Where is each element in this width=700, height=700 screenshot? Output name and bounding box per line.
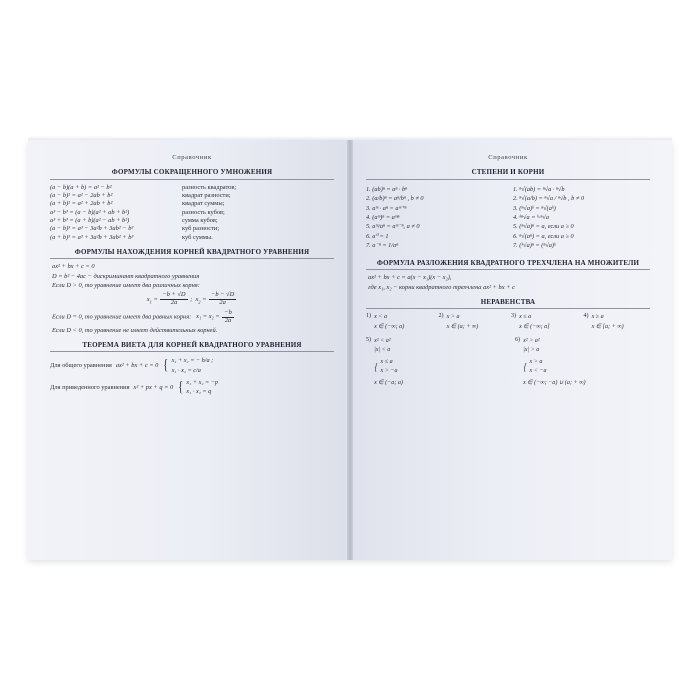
section-title-powers-roots: СТЕПЕНИ И КОРНИ — [366, 168, 650, 180]
trinomial-note: где x₁, x₂ − корни квадратного трехчлена ax² + bx + c — [368, 283, 515, 291]
list-item — [366, 205, 503, 212]
formula: a³ + b³ = (a + b)(a² − ab + b²) — [50, 217, 130, 225]
item-body — [519, 313, 550, 332]
root-formula: 5. (ⁿ√a)ⁿ = a, если a ≥ 0 — [513, 223, 574, 231]
list-item — [513, 195, 650, 202]
formula-row — [50, 209, 334, 216]
root-x1-numerator: −b + √D — [162, 291, 186, 299]
system-line: x > −a — [380, 368, 398, 375]
vieta-reduced-equation: x² + px + q = 0 — [133, 383, 174, 391]
power-formula: 7. a⁻ⁿ = 1/aⁿ — [366, 242, 399, 250]
inequality-solution: x ∈ (−a; a) — [374, 379, 403, 386]
vieta-general-label: Для общего уравнения — [50, 362, 112, 370]
section-title-multiplication: ФОРМУЛЫ СОКРАЩЕННОГО УМНОЖЕНИЯ — [50, 168, 334, 180]
powers-column — [366, 184, 503, 252]
list-item — [366, 233, 503, 240]
power-formula: 1. (ab)ⁿ = aⁿ · bⁿ — [366, 185, 408, 193]
inequality-item — [366, 337, 501, 388]
formula-row — [50, 192, 334, 199]
inequality-solution: x ∈ [a; + ∞) — [591, 323, 624, 330]
formula-note: квадрат разности; — [182, 191, 231, 199]
vieta-reduced-system-line: x₁ + x₂ = −p — [186, 378, 219, 386]
vieta-general-system-line: x₁ + x₂ = − b/a ; — [171, 357, 214, 365]
inequality-solution: x ∈ (a; + ∞) — [446, 323, 479, 330]
formula: (a + b)³ = a³ + 3a²b + 3ab² + b³ — [50, 233, 134, 241]
root-x1-denominator: 2a — [160, 299, 187, 307]
formula-row — [50, 184, 334, 191]
item-body — [592, 313, 624, 332]
left-curly-brace: { — [178, 378, 184, 395]
inequality-expression: x < a — [374, 314, 387, 321]
vieta-general-system-line: x₁ · x₂ = c/a — [171, 366, 201, 374]
roots-equal-label: x₁ = x₂ = — [196, 313, 220, 321]
left-curly-brace: { — [374, 360, 378, 373]
inequality-expression: x² > a² — [523, 338, 540, 344]
formula: (a − b)² = a² − 2ab + b² — [50, 191, 113, 199]
root-formula: 2. ⁿ√(a/b) = ⁿ√a / ⁿ√b , b ≠ 0 — [513, 195, 585, 203]
item-number: 4) — [583, 313, 589, 320]
inequality-abs-form: |x| < a — [374, 347, 391, 354]
booklet-spine — [347, 140, 353, 560]
inequality-expression: x² < a² — [374, 338, 391, 344]
formula-row — [50, 200, 334, 207]
power-formula: 4. (aᵐ)ⁿ = aᵐⁿ — [366, 214, 400, 222]
list-item — [366, 214, 503, 221]
inequality-solution: x ∈ (−∞; a) — [374, 323, 405, 330]
root-formula: 6. ⁿ√(aⁿ) = a, если a ≥ 0 — [513, 232, 574, 240]
inequality-expression: x ≤ a — [519, 314, 532, 321]
list-item — [513, 223, 650, 230]
inequalities-row-2 — [366, 337, 650, 388]
item-number: 6) — [515, 337, 521, 343]
system-line: x < −a — [529, 368, 547, 375]
power-formula: 3. aᵐ · aⁿ = aᵐ⁺ⁿ — [366, 204, 407, 212]
section-title-quadratic-roots: ФОРМУЛЫ НАХОЖДЕНИЯ КОРНЕЙ КВАДРАТНОГО УРАВНЕНИЯ — [50, 248, 334, 260]
inequality-item — [515, 337, 650, 388]
power-formula: 2. (a/b)ⁿ = aⁿ/bⁿ , b ≠ 0 — [366, 195, 424, 203]
power-formula: 5. aᵐ/aⁿ = aᵐ⁻ⁿ, a ≠ 0 — [366, 223, 420, 231]
case-zero-d-text: Если D = 0, то уравнение имеет два равных корня: — [52, 313, 192, 321]
list-item — [513, 242, 650, 249]
item-body — [374, 337, 403, 388]
formula-note: квадрат суммы; — [182, 200, 225, 208]
list-item — [513, 214, 650, 221]
item-number: 5) — [366, 337, 372, 343]
formula-note: сумма кубов; — [182, 217, 218, 225]
list-item — [513, 233, 650, 240]
root-x2-numerator: −b − √D — [211, 291, 235, 299]
formula: a³ − b³ = (a − b)(a² + ab + b²) — [50, 208, 130, 216]
root-formula: 4. ᵏⁿ√a = ᵏ·ⁿ√a — [513, 214, 549, 222]
vieta-reduced-system — [186, 378, 218, 397]
root-formula: 7. (ᵏ√a)ⁿ = (ⁿ√a)ᵏ — [513, 242, 556, 250]
system-line: x ≤ a — [380, 358, 393, 365]
left-curly-brace: { — [523, 360, 527, 373]
power-formula: 6. a⁰ = 1 — [366, 232, 389, 240]
vieta-general-system — [172, 356, 214, 375]
left-page — [28, 140, 350, 560]
section-title-trinomial-factoring: ФОРМУЛА РАЗЛОЖЕНИЯ КВАДРАТНОГО ТРЕХЧЛЕНА НА МНОЖИТЕЛИ — [366, 259, 650, 271]
inequality-system — [523, 358, 585, 377]
vieta-reduced — [50, 378, 334, 397]
inequality-expression: x > a — [446, 314, 460, 321]
roots-equal-denominator: 2a — [222, 317, 234, 325]
system-line: x > a — [529, 358, 543, 365]
right-page-header: Справочник — [488, 154, 528, 161]
formula-note: куб суммы. — [182, 233, 213, 241]
right-page — [350, 140, 672, 560]
roots-equal-fraction — [222, 310, 234, 324]
inequality-solution: x ∈ (−∞; −a) ∪ (a; + ∞) — [523, 379, 586, 386]
formula-note: куб разности; — [182, 225, 220, 233]
root-x1-fraction — [160, 292, 187, 306]
formula-note: разность квадратов; — [182, 183, 237, 191]
root-x2-fraction — [209, 292, 236, 306]
inequality-expression: x ≥ a — [591, 314, 604, 321]
item-body — [523, 337, 585, 388]
item-body — [447, 313, 479, 332]
roots-column — [513, 184, 650, 252]
inequalities-row-1 — [366, 313, 650, 332]
discriminant-line: D = b² − 4ac − дискриминант квадратного уравнения — [52, 272, 200, 280]
inequality-system — [374, 358, 403, 377]
inequality-item — [584, 313, 651, 332]
item-number: 1) — [366, 313, 372, 320]
trinomial-formula: ax² + bx + c = a(x − x₁)(x − x₂), — [368, 274, 452, 282]
case-negative-d: Если D < 0, то уравнение не имеет действительных корней. — [52, 326, 218, 334]
vieta-general — [50, 356, 334, 375]
list-item — [366, 223, 503, 230]
left-curly-brace: { — [163, 357, 169, 374]
inequality-solution: x ∈ (−∞; a] — [519, 323, 550, 330]
root-x2-denominator: 2a — [209, 299, 236, 307]
open-booklet — [28, 140, 672, 560]
inequality-item — [366, 313, 433, 332]
list-item — [366, 186, 503, 193]
section-title-inequalities: НЕРАВЕНСТВА — [366, 298, 650, 310]
roots-distinct: $x_1$ = $\frac{-b + √D}{2a}$ ; $x_2$ = $\frac{-b - √D}{2a}$ — [146, 291, 235, 307]
section-title-vieta: ТЕОРЕМА ВИЕТА ДЛЯ КОРНЕЙ КВАДРАТНОГО УРАВНЕНИЯ — [50, 341, 334, 353]
item-number: 3) — [511, 313, 517, 320]
list-item — [513, 205, 650, 212]
formula: (a + b)² = a² + 2ab + b² — [50, 200, 113, 208]
multiplication-formula-list — [50, 184, 334, 241]
case-positive-d: Если D > 0, то уравнение имеет два различных корня: — [52, 282, 200, 290]
vieta-reduced-label: Для приведенного уравнения — [50, 383, 130, 391]
powers-roots-columns — [366, 184, 650, 252]
item-number: 2) — [438, 313, 444, 320]
formula: (a − b)³ = a³ − 3a²b + 3ab² − b³ — [50, 225, 134, 233]
formula-note: разность кубов; — [182, 208, 225, 216]
inequality-abs-form: |x| > a — [523, 347, 540, 354]
root-formula: 3. (ⁿ√a)ᵏ = ⁿ√(aᵏ) — [513, 204, 556, 212]
list-item — [366, 242, 503, 249]
list-item — [366, 195, 503, 202]
formula-row — [50, 225, 334, 232]
inequality-item — [439, 313, 506, 332]
item-body — [374, 313, 404, 332]
quadratic-equation: ax² + bx + c = 0 — [52, 263, 95, 271]
inequality-item — [511, 313, 578, 332]
left-page-header: Справочник — [172, 154, 212, 161]
case-zero-d — [52, 310, 334, 324]
formula-row — [50, 234, 334, 241]
list-item — [513, 186, 650, 193]
formula-row — [50, 217, 334, 224]
roots-equal-numerator: −b — [224, 308, 232, 316]
root-formula: 1. ⁿ√(ab) = ⁿ√a · ⁿ√b — [513, 185, 565, 193]
vieta-reduced-system-line: x₁ · x₂ = q — [186, 388, 212, 396]
vieta-general-equation: ax² + bx + c = 0 — [115, 362, 159, 370]
formula: (a − b)(a + b) = a² − b² — [50, 183, 112, 191]
